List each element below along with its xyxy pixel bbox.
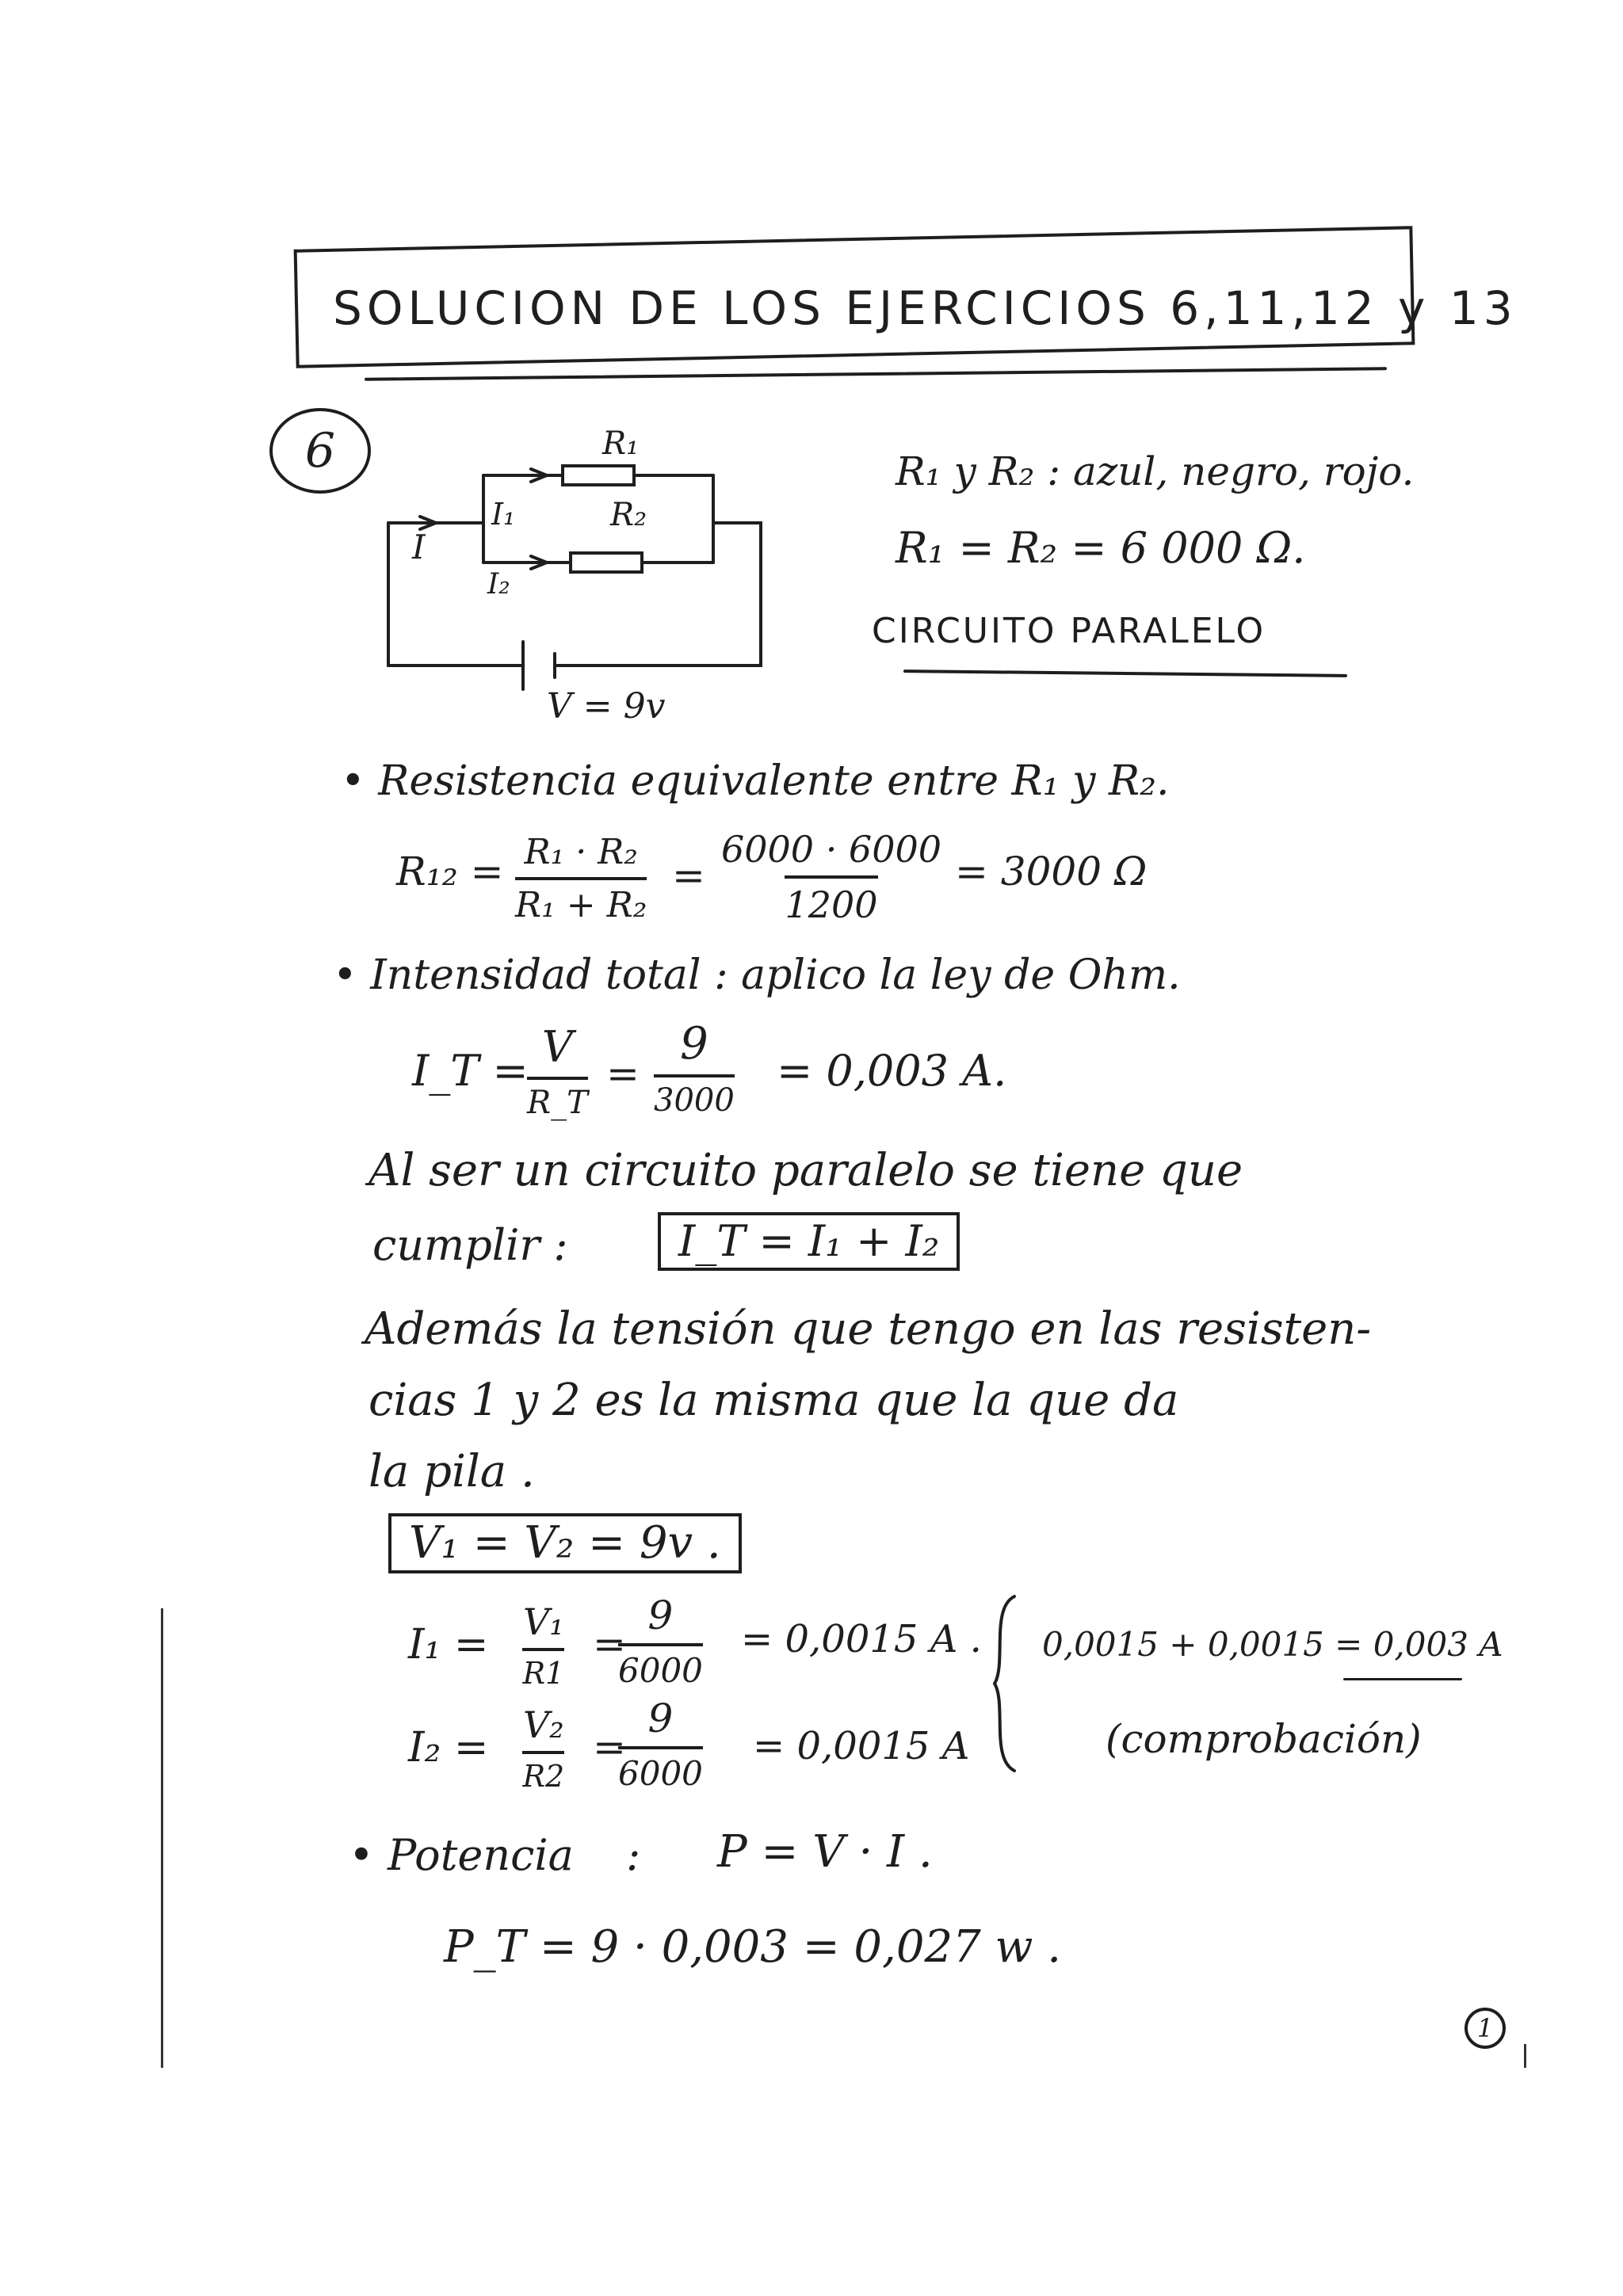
req-result: = 3000 Ω <box>955 849 1148 894</box>
title-underline <box>365 367 1387 381</box>
i1-denominator-numeric: 6000 <box>618 1643 703 1690</box>
potencia-colon: : <box>626 1830 641 1880</box>
circuit-type: CIRCUITO PARALELO <box>872 611 1266 651</box>
itotal-numerator-numeric: 9 <box>680 1018 708 1070</box>
wire-right <box>555 523 761 666</box>
itotal-result: = 0,003 A. <box>777 1046 1007 1096</box>
i2-fraction-symbolic <box>515 1703 572 1794</box>
page-number: 1 <box>1476 2013 1494 2043</box>
resistor-r1 <box>563 466 634 485</box>
i2-denominator-symbolic: R2 <box>522 1751 564 1794</box>
tension-text-line2: cias 1 y 2 es la misma que la que da <box>369 1375 1179 1426</box>
itotal-fraction-numeric <box>654 1018 735 1119</box>
bullet-potencia-label: Potencia <box>388 1830 574 1880</box>
i1-fraction-symbolic <box>515 1600 572 1691</box>
req-numerator-symbolic: R₁ · R₂ <box>524 832 638 872</box>
bullet-resistencia-text: Resistencia equivalente entre R₁ y R₂. <box>378 757 1170 805</box>
color-code-note: R₁ y R₂ : azul, negro, rojo. <box>896 448 1415 494</box>
i1-result: = 0,0015 A . <box>741 1617 982 1661</box>
i1-equals: = <box>593 1621 626 1667</box>
bullet-intensidad: • Intensidad total : aplico la ley de Ohm. <box>333 952 1181 999</box>
i1-lhs: I₁ = <box>408 1621 489 1669</box>
potencia-formula: P = V · I . <box>717 1826 933 1878</box>
i2-numerator-numeric: 9 <box>647 1695 674 1741</box>
label-r1: R₁ <box>602 425 640 462</box>
check-sum-underline <box>1343 1678 1462 1680</box>
bullet-intensidad-text: Intensidad total : aplico la ley de Ohm. <box>370 952 1181 999</box>
current-sum-formula: I_T = I₁ + I₂ <box>658 1212 960 1271</box>
req-denominator-symbolic: R₁ + R₂ <box>515 877 647 925</box>
i2-lhs: I₂ = <box>408 1724 489 1772</box>
bullet-resistencia: • Resistencia equivalente entre R₁ y R₂. <box>341 757 1170 805</box>
i1-numerator-numeric: 9 <box>647 1592 674 1638</box>
i2-fraction-numeric <box>618 1695 703 1793</box>
i2-numerator-symbolic: V₂ <box>523 1703 564 1746</box>
itotal-denominator-numeric: 3000 <box>654 1074 735 1119</box>
itotal-denominator-symbolic: R_T <box>527 1077 588 1121</box>
itotal-equals: = <box>606 1051 640 1097</box>
itotal-numerator-symbolic: V <box>541 1022 573 1072</box>
label-voltage: V = 9v <box>547 686 666 727</box>
req-fraction-numeric <box>713 828 949 926</box>
req-lhs: R₁₂ = <box>396 849 504 894</box>
label-i: I <box>412 528 426 566</box>
check-label: (comprobación) <box>1106 1716 1422 1762</box>
page-title: SOLUCION DE LOS EJERCICIOS 6,11,12 y 13 <box>333 281 1518 335</box>
bullet-potencia: • Potencia <box>349 1830 574 1880</box>
exercise-number-circle <box>269 408 371 494</box>
circuit-type-underline <box>903 669 1347 677</box>
i2-equals: = <box>593 1724 626 1770</box>
req-equals: = <box>672 852 705 898</box>
i1-denominator-symbolic: R1 <box>522 1648 564 1691</box>
scan-edge-right <box>1524 2044 1526 2068</box>
check-sum: 0,0015 + 0,0015 = 0,003 A <box>1042 1625 1503 1664</box>
resistance-values: R₁ = R₂ = 6 000 Ω. <box>896 523 1306 573</box>
i2-denominator-numeric: 6000 <box>618 1746 703 1793</box>
resistor-r2 <box>571 553 642 572</box>
itotal-lhs: I_T = <box>412 1046 529 1096</box>
i1-numerator-symbolic: V₁ <box>523 1600 564 1643</box>
label-i2: I₂ <box>487 568 510 601</box>
curly-brace <box>983 1592 1030 1775</box>
label-r2: R₂ <box>610 497 647 533</box>
exercise-number: 6 <box>304 423 336 479</box>
scan-edge-left <box>161 1608 163 2068</box>
tension-text-line3: la pila . <box>369 1446 535 1497</box>
i1-fraction-numeric <box>618 1592 703 1690</box>
parallel-text-line1: Al ser un circuito paralelo se tiene que <box>369 1145 1243 1196</box>
power-result: P_T = 9 · 0,003 = 0,027 w . <box>444 1921 1062 1973</box>
itotal-fraction-symbolic <box>527 1022 588 1121</box>
voltage-equality-formula: V₁ = V₂ = 9v . <box>388 1513 742 1573</box>
circuit-diagram <box>372 425 785 729</box>
page-number-circle <box>1465 2008 1506 2049</box>
req-fraction-symbolic <box>515 832 647 925</box>
tension-text-line1: Además la tensión que tengo en las resisten- <box>365 1303 1372 1355</box>
req-denominator-numeric: 1200 <box>785 875 877 926</box>
req-numerator-numeric: 6000 · 6000 <box>721 828 941 871</box>
parallel-text-line2: cumplir : <box>372 1220 568 1270</box>
label-i1: I₁ <box>491 497 516 532</box>
i2-result: = 0,0015 A <box>753 1724 970 1768</box>
